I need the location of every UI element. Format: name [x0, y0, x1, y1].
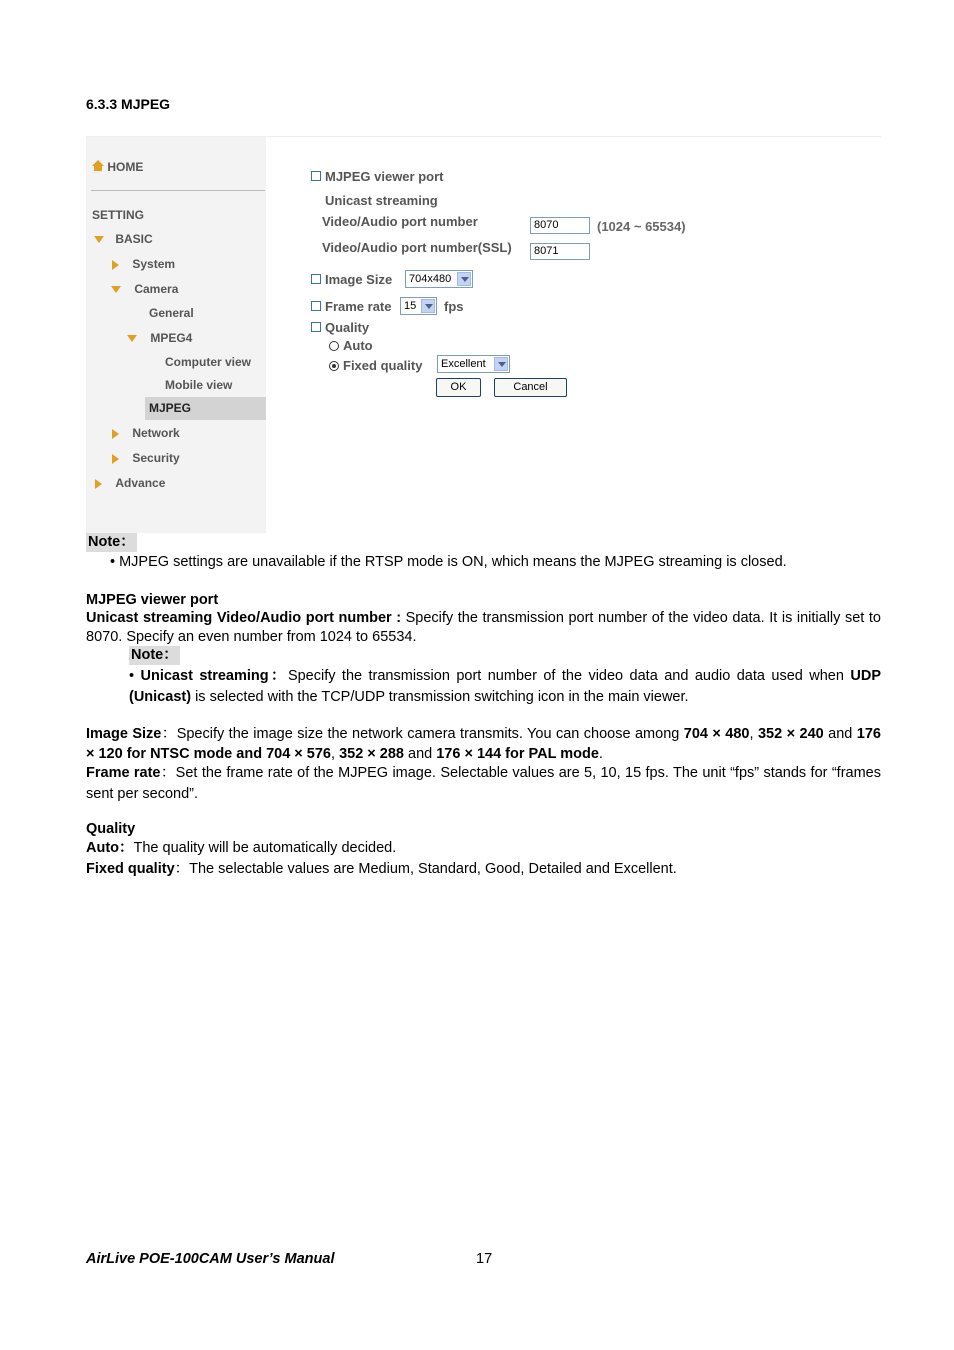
sidebar-item-label: Camera — [134, 282, 179, 296]
sidebar-item-label: Advance — [115, 476, 166, 490]
collapsed-arrow-icon — [95, 479, 102, 489]
unicast-port-paragraph: Unicast streaming Video/Audio port number : Specify the transmission port number of the video data. It is initially set to 8070. Specify an even number from 1024 to 65534. — [86, 610, 881, 645]
unicast-note-paragraph: • Unicast streaming：Specify the transmission port number of the video data and audio data used when UDP (Unicast) is selected with the TCP/UDP transmission switching icon in the main viewer. — [129, 668, 881, 705]
cancel-button[interactable]: Cancel — [494, 378, 567, 397]
image-size-label: Image Size — [311, 272, 392, 287]
expanded-arrow-icon — [94, 236, 104, 243]
frame-rate-label: Frame rate — [311, 299, 391, 314]
quality-label: Quality — [311, 320, 369, 335]
settings-screenshot — [86, 136, 881, 533]
chevron-down-icon — [494, 357, 508, 371]
auto-paragraph: Auto：The quality will be automatically decided. — [86, 840, 397, 856]
ssl-port-label: Video/Audio port number(SSL) — [322, 240, 512, 255]
unicast-heading: Unicast streaming — [325, 193, 438, 208]
page-number: 17 — [476, 1251, 493, 1267]
ok-button[interactable]: OK — [436, 378, 481, 397]
home-icon — [92, 160, 104, 171]
note-rtsp-text: • MJPEG settings are unavailable if the RTSP mode is ON, which means the MJPEG streaming is closed. — [110, 554, 787, 570]
sidebar-item-security[interactable] — [112, 451, 180, 465]
auto-radio[interactable]: Auto — [329, 338, 373, 353]
sidebar-heading-setting: SETTING — [92, 208, 145, 222]
section-bullet-icon — [311, 322, 321, 332]
sidebar-item-mobile-view[interactable]: Mobile view — [165, 378, 233, 392]
viewer-port-heading: MJPEG viewer port — [311, 169, 443, 184]
sidebar-item-advance[interactable] — [95, 476, 165, 490]
port-range-hint: (1024 ~ 65534) — [597, 219, 686, 234]
chevron-down-icon — [457, 272, 471, 286]
fps-label: fps — [444, 299, 464, 314]
sidebar-item-mpeg4[interactable] — [127, 331, 192, 345]
sidebar-divider — [91, 190, 265, 191]
sidebar-item-label: MPEG4 — [150, 331, 193, 345]
sidebar-item-system[interactable] — [112, 257, 175, 271]
frame-rate-select[interactable]: 15 — [400, 297, 437, 315]
fixed-quality-paragraph: Fixed quality：The selectable values are Medium, Standard, Good, Detailed and Excellent. — [86, 861, 677, 877]
fixed-quality-radio[interactable]: Fixed quality — [329, 358, 422, 373]
image-size-paragraph: Image Size：Specify the image size the network camera transmits. You can choose among 704 × 480, 352 × 240 and 176 × 120 for NTSC mode and 704 × 576, 352 × 288 and 176 × 144 for PAL mode. — [86, 726, 881, 762]
sidebar-item-mjpeg[interactable]: MJPEG — [149, 401, 192, 415]
section-title: 6.3.3 MJPEG — [86, 96, 171, 112]
radio-icon — [329, 341, 339, 351]
quality-title: Quality — [86, 821, 136, 837]
sidebar-item-label: Network — [132, 426, 180, 440]
sidebar-item-label: BASIC — [115, 232, 153, 246]
section-bullet-icon — [311, 171, 321, 181]
chevron-down-icon — [421, 299, 435, 313]
image-size-select[interactable]: 704x480 — [405, 270, 473, 288]
radio-selected-icon — [329, 361, 339, 371]
section-bullet-icon — [311, 301, 321, 311]
port-input[interactable]: 8070 — [530, 217, 590, 234]
sidebar-item-general[interactable]: General — [149, 306, 194, 320]
expanded-arrow-icon — [111, 286, 121, 293]
sidebar-item-network[interactable] — [112, 426, 180, 440]
sidebar-item-label: HOME — [107, 160, 144, 174]
expanded-arrow-icon — [127, 335, 137, 342]
ssl-port-input[interactable]: 8071 — [530, 243, 590, 260]
fixed-quality-select[interactable]: Excellent — [437, 355, 510, 373]
sidebar-item-basic[interactable] — [94, 232, 153, 246]
sidebar-item-computer-view[interactable]: Computer view — [165, 355, 252, 369]
section-bullet-icon — [311, 274, 321, 284]
sidebar-item-label: Security — [132, 451, 180, 465]
collapsed-arrow-icon — [112, 260, 119, 270]
sidebar-item-camera[interactable] — [111, 282, 178, 296]
collapsed-arrow-icon — [112, 454, 119, 464]
collapsed-arrow-icon — [112, 429, 119, 439]
footer-title: AirLive POE-100CAM User’s Manual — [86, 1251, 335, 1267]
port-label: Video/Audio port number — [322, 214, 478, 229]
sidebar-item-home[interactable] — [92, 160, 143, 174]
note-label-2: Note： — [131, 647, 178, 663]
sidebar-item-label: System — [132, 257, 176, 271]
frame-rate-paragraph: Frame rate：Set the frame rate of the MJPEG image. Selectable values are 5, 10, 15 fps. The unit “fps” stands for “frames sent per second”. — [86, 765, 881, 802]
sidebar — [86, 137, 266, 533]
note-label: Note： — [88, 534, 135, 550]
viewer-port-title: MJPEG viewer port — [86, 592, 219, 608]
